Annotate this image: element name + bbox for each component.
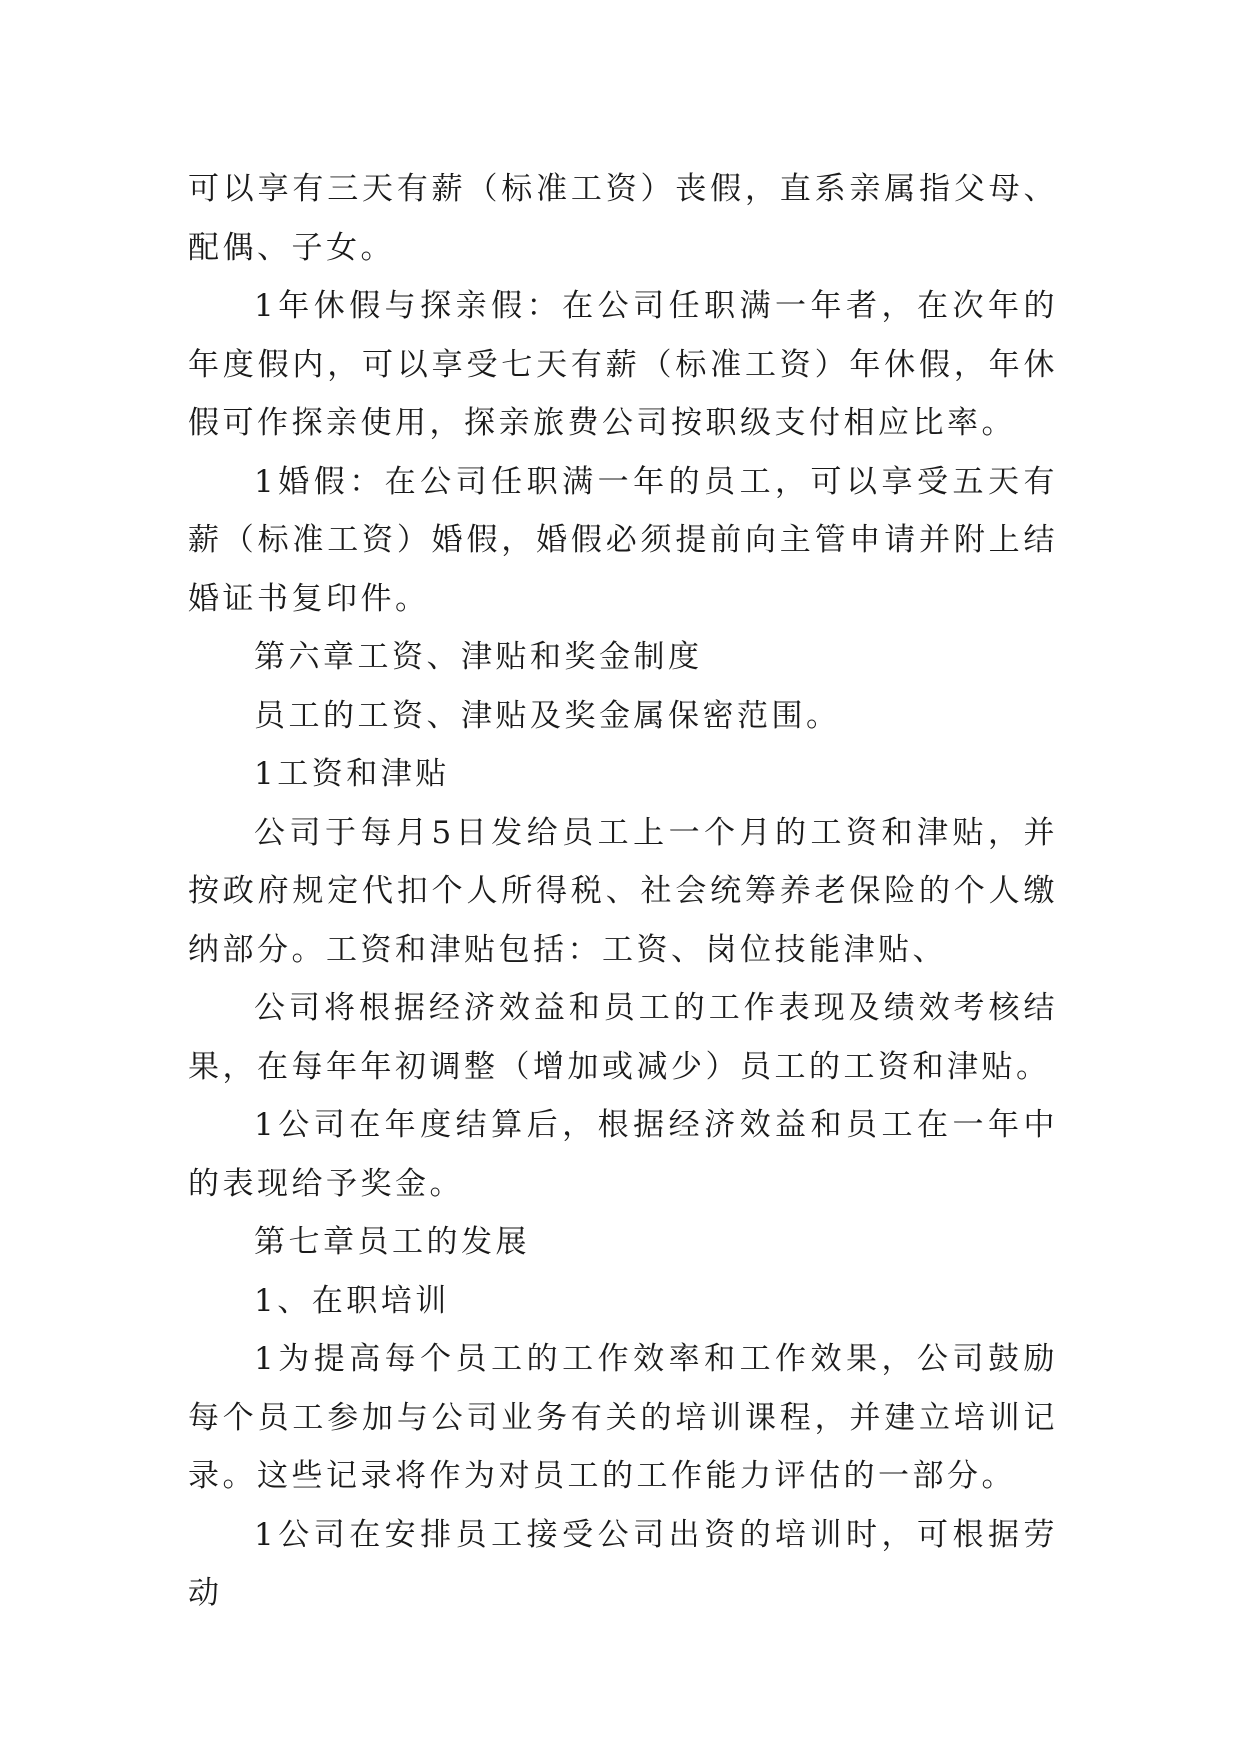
paragraph: 1公司在安排员工接受公司出资的培训时，可根据劳动 bbox=[188, 1516, 1058, 1611]
paragraph: 1婚假：在公司任职满一年的员工，可以享受五天有薪（标准工资）婚假，婚假必须提前向主管申请并附上结婚证书复印件。 bbox=[188, 463, 1058, 617]
paragraph: 公司于每月5日发给员工上一个月的工资和津贴，并按政府规定代扣个人所得税、社会统筹养老保险的个人缴纳部分。工资和津贴包括：工资、岗位技能津贴、 bbox=[188, 814, 1058, 968]
paragraph: 1为提高每个员工的工作效率和工作效果，公司鼓励每个员工参加与公司业务有关的培训课程，并建立培训记录。这些记录将作为对员工的工作能力评估的一部分。 bbox=[188, 1341, 1058, 1494]
paragraph: 1公司在年度结算后，根据经济效益和员工在一年中的表现给予奖金。 bbox=[188, 1107, 1058, 1202]
paragraph: 员工的工资、津贴及奖金属保密范围。 bbox=[254, 697, 841, 734]
section-heading: 1工资和津贴 bbox=[254, 756, 450, 792]
paragraph: 1年休假与探亲假：在公司任职满一年者，在次年的年度假内，可以享受七天有薪（标准工资）年休假，年休假可作探亲使用，探亲旅费公司按职级支付相应比率。 bbox=[188, 288, 1058, 441]
section-heading: 1、在职培训 bbox=[254, 1282, 450, 1319]
document-body bbox=[188, 160, 1058, 1623]
chapter-heading: 第六章工资、津贴和奖金制度 bbox=[254, 639, 703, 675]
paragraph: 可以享有三天有薪（标准工资）丧假，直系亲属指父母、配偶、子女。 bbox=[188, 171, 1058, 266]
chapter-heading: 第七章员工的发展 bbox=[254, 1224, 530, 1260]
paragraph: 公司将根据经济效益和员工的工作表现及绩效考核结果，在每年年初调整（增加或减少）员工的工资和津贴。 bbox=[188, 990, 1058, 1085]
